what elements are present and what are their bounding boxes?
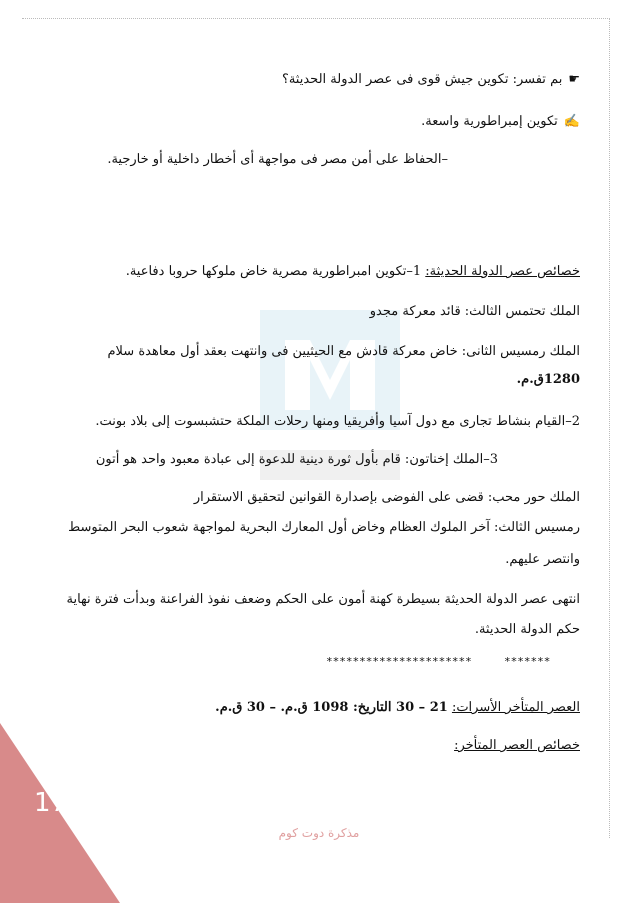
ramesses-3-line-cont: وانتصر عليهم. <box>505 552 580 567</box>
hand-pointer-icon: ☛ <box>568 72 580 87</box>
watermark-logo <box>250 300 410 520</box>
answer-line-2: –الحفاظ على أمن مصر فى مواجهة أى أخطار داخلية أو خارجية. <box>107 152 448 167</box>
footer-brand: مذكرة دوت كوم <box>278 826 360 840</box>
late-period-line: العصر المتأخر الأسرات: 21 – 30 التاريخ: 1098 ق.م. – 30 ق.م. <box>215 700 580 715</box>
ramesses-line: الملك رمسيس الثانى: خاض معركة قادش مع الحيثيين فى وانتهت بعقد أول معاهدة سلام <box>107 344 580 359</box>
question-line: ☛بم تفسر: تكوين جيش قوى فى عصر الدولة الحديثة؟ <box>281 72 580 87</box>
separator-stars: ********************** <box>326 655 472 668</box>
late-period-features: خصائص العصر المتأخر: <box>454 738 580 753</box>
akhenaten-line: 3–الملك إخناتون: قام بأول ثورة دينية للدعوة إلى عبادة معبود واحد هو أتون <box>95 452 498 467</box>
ramesses-3-line: رمسيس الثالث: آخر الملوك العظام وخاض أول المعارك البحرية لمواجهة شعوب البحر المتوسط <box>68 520 580 535</box>
page-number: 17 <box>34 788 68 818</box>
section-heading: خصائص عصر الدولة الحديثة: <box>425 264 580 279</box>
page-frame-top <box>22 18 610 19</box>
modern-kingdom-features: خصائص عصر الدولة الحديثة: 1–تكوين امبراطورية مصرية خاض ملوكها حروبا دفاعية. <box>125 264 580 279</box>
thutmose-line: الملك تحتمس الثالث: قائد معركة مجدو <box>369 304 580 319</box>
horemheb-line: الملك حور محب: قضى على الفوضى بإصدارة القوانين لتحقيق الاستقرار <box>193 490 580 505</box>
end-line: انتهى عصر الدولة الحديثة بسيطرة كهنة أمون على الحكم وضعف نفوذ الفراعنة وبدأت فترة نهاية <box>66 592 580 607</box>
answer-line-1: ✍تكوين إمبراطورية واسعة. <box>421 114 580 129</box>
writing-hand-icon: ✍ <box>563 114 580 129</box>
late-period-heading: العصر المتأخر الأسرات: <box>451 700 580 715</box>
page-frame-right <box>609 18 610 838</box>
separator-stars-short: ******* <box>504 655 551 668</box>
end-line-cont: حكم الدولة الحديثة. <box>474 622 580 637</box>
ramesses-date: 1280ق.م. <box>516 372 580 387</box>
trade-line: 2–القيام بنشاط تجارى مع دول آسيا وأفريقيا ومنها رحلات الملكة حتشبسوت إلى بلاد بونت. <box>95 414 580 429</box>
